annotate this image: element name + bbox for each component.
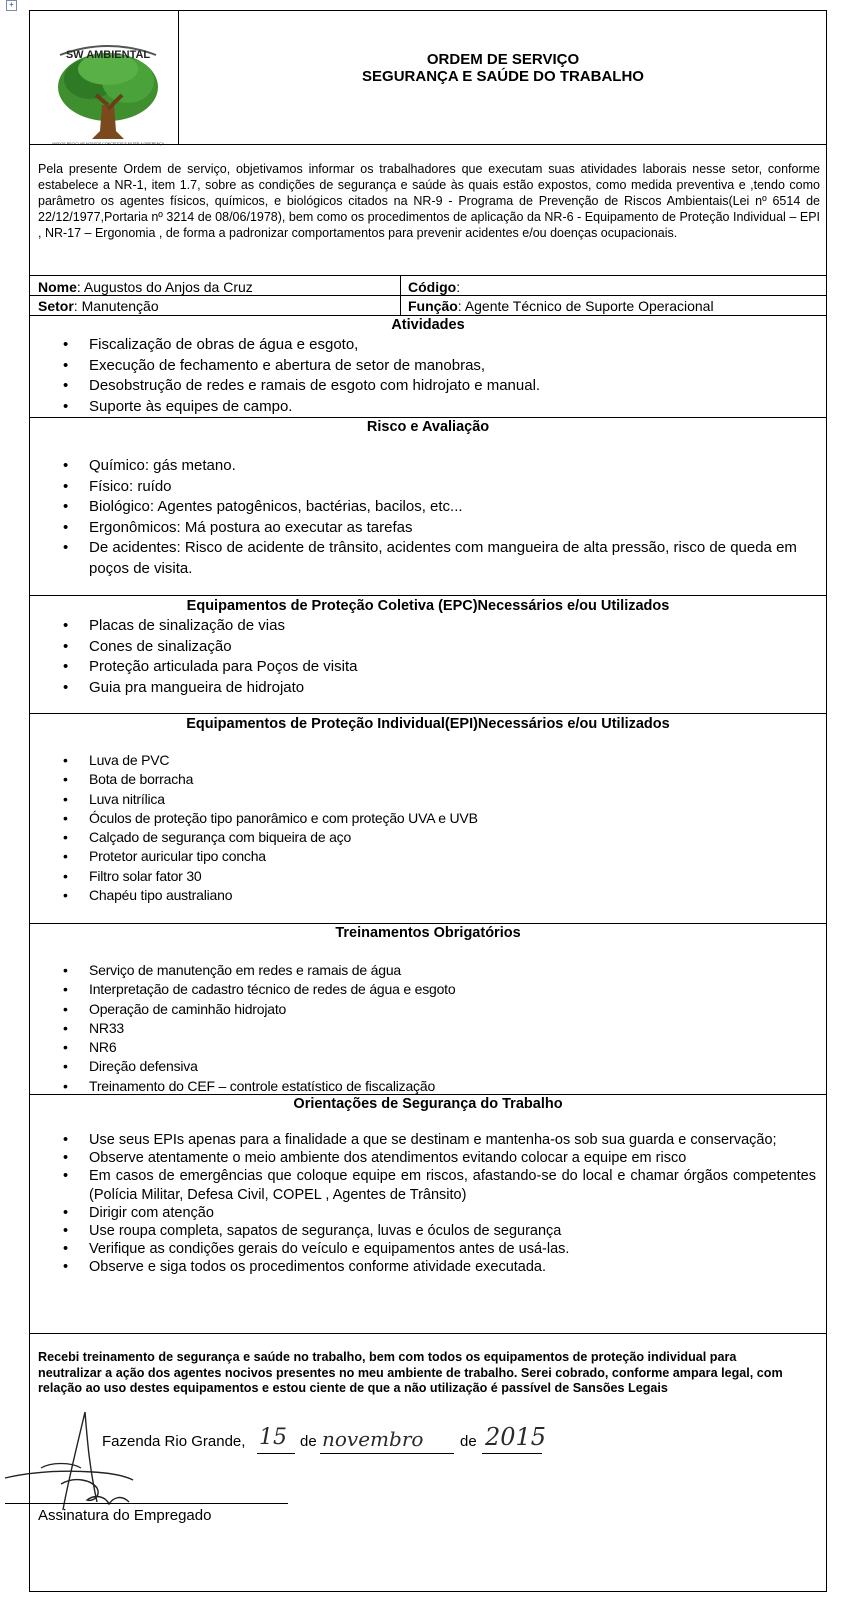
employee-name-field (38, 278, 253, 296)
date-place: Fazenda Rio Grande, (102, 1433, 246, 1450)
list-item: • Físico: ruído (30, 477, 820, 498)
handwritten-year: 2015 (485, 1423, 547, 1451)
list-item: • De acidentes: Risco de acidente de trânsito, acidentes com mangueira de alta pressão, risco de queda em poços de visita. (30, 538, 820, 579)
signature-line (5, 1503, 288, 1504)
list-item: • Calçado de segurança com biqueira de aço (30, 828, 826, 847)
header-divider (178, 11, 179, 144)
divider (30, 275, 826, 276)
list-item: • NR6 (30, 1038, 826, 1057)
handwritten-day: 15 (259, 1425, 287, 1450)
date-de-1: de (300, 1433, 317, 1450)
epi-list (30, 751, 826, 905)
guidelines-list (30, 1131, 820, 1277)
list-item: • Treinamento do CEF – controle estatístico de fiscalização (30, 1077, 826, 1096)
list-item: • Operação de caminhão hidrojato (30, 1000, 826, 1019)
list-item: • Serviço de manutenção em redes e ramais de água (30, 961, 826, 980)
title-line-1: ORDEM DE SERVIÇO (426, 51, 580, 68)
list-item: • Biológico: Agentes patogênicos, bactérias, bacilos, etc... (30, 497, 820, 518)
code-value: : (456, 279, 461, 295)
list-item: • Guia pra mangueira de hidrojato (30, 678, 826, 699)
epc-list (30, 616, 826, 698)
declaration-text: Recebi treinamento de segurança e saúde no trabalho, bem com todos os equipamentos de proteção individual para neutralizar a ação dos agentes nocivos presentes no meu ambiente de trabalho. Serei cobrado, conforme ampara legal, com relação ao uso destes equipamentos e estou ciente de que a não utilização é passível de Sansões Legais (38, 1350, 783, 1395)
list-item: • Luva de PVC (30, 751, 826, 770)
list-item-text: Desobstrução de redes e ramais de esgoto com hidrojato e manual. (89, 377, 541, 394)
list-item: • Use seus EPIs apenas para a finalidade a que se destinam e mantenha-os sob sua guarda e conservação; (30, 1131, 820, 1149)
document-title (180, 51, 826, 85)
list-item: • Bota de borracha (30, 770, 826, 789)
list-item: • Observe atentamente o meio ambiente dos atendimentos evitando colocar a equipe em risco (30, 1149, 820, 1167)
list-item: • Ergonômicos: Má postura ao executar as tarefas (30, 518, 820, 539)
date-de-2: de (460, 1433, 477, 1450)
intro-paragraph: Pela presente Ordem de serviço, objetivamos informar os trabalhadores que executam suas atividades laborais nesse setor, conforme estabelece a NR-1, item 1.7, sobre as condições de segurança e saúde às quais estão expostos, como medida preventiva e ,tendo como parâmetro os agentes físicos, químicos, e biológicos citados na NR-9 - Programa de Prevenção de Riscos Ambientais(Lei nº 6514 de 22/12/1977,Portaria nº 3214 de 08/06/1978), bem como os procedimentos de aplicação da NR-6 - Equipamento de Proteção Individual – EPI , NR-17 – Ergonomia , de forma a padronizar comportamentos para prevenir acidentes e/ou doenças ocupacionais. (38, 162, 820, 240)
day-underline (257, 1453, 295, 1454)
list-item: • Fiscalização de obras de água e esgoto, (30, 335, 826, 356)
month-underline (320, 1453, 454, 1454)
info-column-divider (400, 275, 401, 315)
service-order-document (29, 10, 827, 1592)
sector-label: Setor (38, 298, 74, 314)
divider (30, 144, 826, 145)
list-item: • Dirigir com atenção (30, 1204, 820, 1222)
training-list (30, 961, 826, 1096)
divider (30, 595, 826, 596)
list-item: • Chapéu tipo australiano (30, 886, 826, 905)
list-item (30, 376, 826, 397)
list-item: • Em casos de emergências que coloque equipe em riscos, afastando-se do local e chamar órgãos competentes (Polícia Militar, Defesa Civil, COPEL , Agentes de Trânsito) (30, 1167, 820, 1203)
sw-ambiental-logo (38, 35, 178, 147)
list-item: • Observe e siga todos os procedimentos conforme atividade executada. (30, 1258, 820, 1276)
epc-title: Equipamentos de Proteção Coletiva (EPC)Necessários e/ou Utilizados (186, 598, 670, 614)
risks-list (30, 456, 820, 579)
table-move-handle-icon[interactable]: + (6, 0, 17, 11)
logo-tagline: UNIDOS RECICLAR NOSSOS CONCEITOS E FAZER A DIFERENÇA (51, 142, 165, 146)
epi-title: Equipamentos de Proteção Individual(EPI)Necessários e/ou Utilizados (186, 716, 670, 732)
list-item: • Placas de sinalização de vias (30, 616, 826, 637)
employee-code-field (408, 278, 460, 296)
sector-value: : Manutenção (73, 298, 159, 314)
code-label: Código (408, 279, 457, 295)
list-item: • Luva nitrílica (30, 790, 826, 809)
training-title: Treinamentos Obrigatórios (335, 925, 521, 941)
list-item: • Protetor auricular tipo concha (30, 847, 826, 866)
title-line-2: SEGURANÇA E SAÚDE DO TRABALHO (362, 68, 644, 85)
list-item: • Químico: gás metano. (30, 456, 820, 477)
list-item: • Óculos de proteção tipo panorâmico e com proteção UVA e UVB (30, 809, 826, 828)
guidelines-title: Orientações de Segurança do Trabalho (293, 1096, 563, 1112)
function-label: Função (408, 298, 458, 314)
list-item: • Proteção articulada para Poços de visita (30, 657, 826, 678)
name-label: Nome (38, 279, 77, 295)
activities-list (30, 335, 826, 417)
list-item: • Interpretação de cadastro técnico de redes de água e esgoto (30, 980, 826, 999)
divider (30, 1333, 826, 1334)
list-item: • Filtro solar fator 30 (30, 867, 826, 886)
activities-title: Atividades (391, 317, 465, 333)
list-item: • Suporte às equipes de campo. (30, 397, 826, 418)
year-underline (482, 1453, 542, 1454)
employee-sector-field (38, 297, 159, 315)
name-value: : Augustos do Anjos da Cruz (76, 279, 253, 295)
list-item: • Cones de sinalização (30, 637, 826, 658)
function-value: : Agente Técnico de Suporte Operacional (457, 298, 714, 314)
divider (30, 713, 826, 714)
employee-function-field (408, 297, 714, 315)
list-item: • Verifique as condições gerais do veículo e equipamentos antes de usá-las. (30, 1240, 820, 1258)
tree-logo-icon (38, 35, 178, 147)
signature-label: Assinatura do Empregado (38, 1507, 212, 1524)
list-item: • Use roupa completa, sapatos de segurança, luvas e óculos de segurança (30, 1222, 820, 1240)
employee-signature-icon (1, 1406, 201, 1516)
risks-title: Risco e Avaliação (366, 419, 490, 435)
handwritten-month: novembro (322, 1427, 424, 1451)
list-item: • Direção defensiva (30, 1057, 826, 1076)
logo-text: SW AMBIENTAL (65, 49, 151, 61)
list-item: • NR33 (30, 1019, 826, 1038)
list-item: • Execução de fechamento e abertura de setor de manobras, (30, 356, 826, 377)
divider (30, 295, 826, 296)
